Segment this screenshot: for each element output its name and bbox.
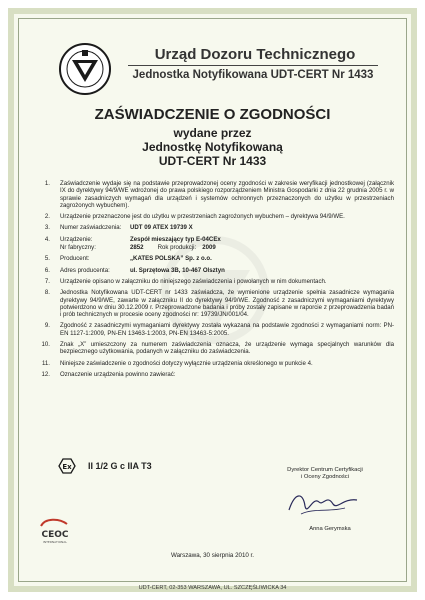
certificate-number-value: UDT 09 ATEX 19739 X — [130, 224, 193, 232]
device-label: Urządzenie: — [60, 235, 93, 243]
item-6 — [34, 267, 394, 274]
ex-hexagon-icon — [58, 458, 76, 474]
issued-by-block — [60, 126, 365, 168]
header-divider — [128, 65, 378, 66]
institution-name: Urząd Dozoru Technicznego — [154, 46, 356, 63]
issued-by-line: wydane przez — [173, 126, 252, 140]
item-text: Jednostka Notyfikowana UDT-CERT nr 1433 zaświadcza, że wymienione urządzenie spełnia zasadnicze wymagania dyrektywy 94/9/WE, zawarte w załączniku II do dyrektywy 94/9/WE. Zgodność z zasadniczymi wymaganiami dyrektywy potwierdzono w dniu 30.12.2009 r. Przeprowadzone badania i próby zostały zapisane w raporcie z przeprowadzenia badań i prób technicznych w procesie oceny zgodności nr: 19739/JN/001/04. — [60, 289, 394, 319]
signatory-name: Anna Gerymska — [309, 526, 351, 532]
ceoc-tag: INTERNATIONAL — [42, 540, 68, 544]
item-12 — [34, 371, 394, 378]
item-number: 5. — [44, 255, 50, 263]
item-2 — [34, 213, 394, 220]
item-1 — [34, 180, 394, 209]
producer-address-value: ul. Sprzętowa 3B, 10-467 Olsztyn — [130, 266, 225, 274]
item-number: 12. — [41, 370, 50, 378]
signatory-role — [270, 467, 380, 481]
device-value: Zespół mieszający typ E-04CEx — [130, 235, 221, 243]
producer-address-label: Adres producenta: — [60, 266, 110, 274]
certificate-items — [34, 180, 394, 382]
item-number: 2. — [44, 213, 50, 221]
device-marking — [58, 456, 258, 476]
item-number: 11. — [41, 359, 50, 367]
certificate-number-label: Numer zaświadczenia: — [60, 224, 122, 232]
serial-value: 2852 — [130, 244, 144, 252]
item-number: 1. — [44, 180, 50, 187]
ceoc-logo-icon — [37, 516, 73, 546]
footer-address: UDT-CERT, 02-353 WARSZAWA, UL. SZCZĘŚLIWICKA 34 — [138, 585, 287, 591]
year-label: Rok produkcji: — [157, 244, 197, 252]
item-text: Zgodność z zasadniczymi wymaganiami dyrektywy została wykazana na podstawie zgodności z wymaganiami norm: PN-EN 1127-1:2009, PN-EN 13463-1:2003, PN-EN 13463-5:2005. — [60, 322, 394, 337]
serial-label: Nr fabryczny: — [60, 244, 96, 252]
item-10 — [34, 341, 394, 356]
item-number: 3. — [44, 224, 50, 232]
item-9 — [34, 322, 394, 337]
item-text: Urządzenie opisano w załączniku do niniejszego zaświadczenia i powołanych w nim dokumentach. — [60, 277, 327, 285]
handwritten-signature-icon — [283, 486, 363, 520]
item-4 — [34, 236, 394, 252]
item-number: 6. — [44, 266, 50, 274]
notified-body-name: Jednostka Notyfikowana UDT-CERT Nr 1433 — [132, 69, 374, 81]
item-number: 8. — [44, 289, 50, 297]
item-text: Zaświadczenie wydaje się na podstawie przeprowadzonej oceny zgodności w zakresie weryfikacji jednostkowej (załącznik IX do dyrektywy 94/9/WE wdrożonej do prawa polskiego rozporządzeniem Ministra Gospodarki z dnia 22 grudnia 2005 r. w sprawie zasadniczych wymagań dla urządzeń i systemów ochronnych przeznaczonych do użytku w przestrzeniach zagrożonych wybuchem). — [60, 180, 394, 209]
item-number: 9. — [44, 322, 50, 330]
item-number: 10. — [41, 341, 50, 349]
item-5 — [34, 255, 394, 262]
producer-label: Producent: — [60, 255, 90, 263]
item-number: 4. — [44, 235, 50, 243]
udt-logo-icon — [58, 42, 112, 96]
document-title: ZAŚWIADCZENIE O ZGODNOŚCI — [94, 106, 331, 123]
marking-code: II 1/2 G c IIA T3 — [88, 461, 152, 471]
item-text: Niniejsze zaświadczenie o zgodności dotyczy wyłącznie urządzenia określonego w punkcie 4. — [60, 359, 313, 367]
item-text: Oznaczenie urządzenia powinno zawierać: — [60, 370, 176, 378]
place-and-date: Warszawa, 30 sierpnia 2010 r. — [171, 552, 254, 559]
ceoc-brand: CEOC — [41, 530, 69, 540]
item-number: 7. — [44, 277, 50, 285]
issued-by-body: Jednostkę Notyfikowaną — [142, 140, 283, 154]
ex-symbol: Ex — [62, 463, 72, 471]
item-text: Urządzenie przeznaczone jest do użytku w przestrzeniach zagrożonych wybuchem – dyrektywa 94/9/WE. — [60, 213, 345, 221]
item-text: Znak „X” umieszczony za numerem zaświadczenia oznacza, że urządzenie wymaga specjalnych warunków dla bezpiecznego użytkowania, podanych w załączniku do zaświadczenia. — [60, 341, 394, 356]
producer-value: „KATES POLSKA” Sp. z o.o. — [130, 255, 212, 263]
item-3 — [34, 224, 394, 231]
signatory-role-line2: i Oceny Zgodności — [300, 474, 349, 480]
signatory-role-line1: Dyrektor Centrum Certyfikacji — [287, 467, 363, 473]
issued-by-number: UDT-CERT Nr 1433 — [158, 154, 267, 168]
item-8 — [34, 289, 394, 318]
year-value: 2009 — [202, 244, 216, 252]
item-7 — [34, 278, 394, 285]
item-11 — [34, 360, 394, 367]
